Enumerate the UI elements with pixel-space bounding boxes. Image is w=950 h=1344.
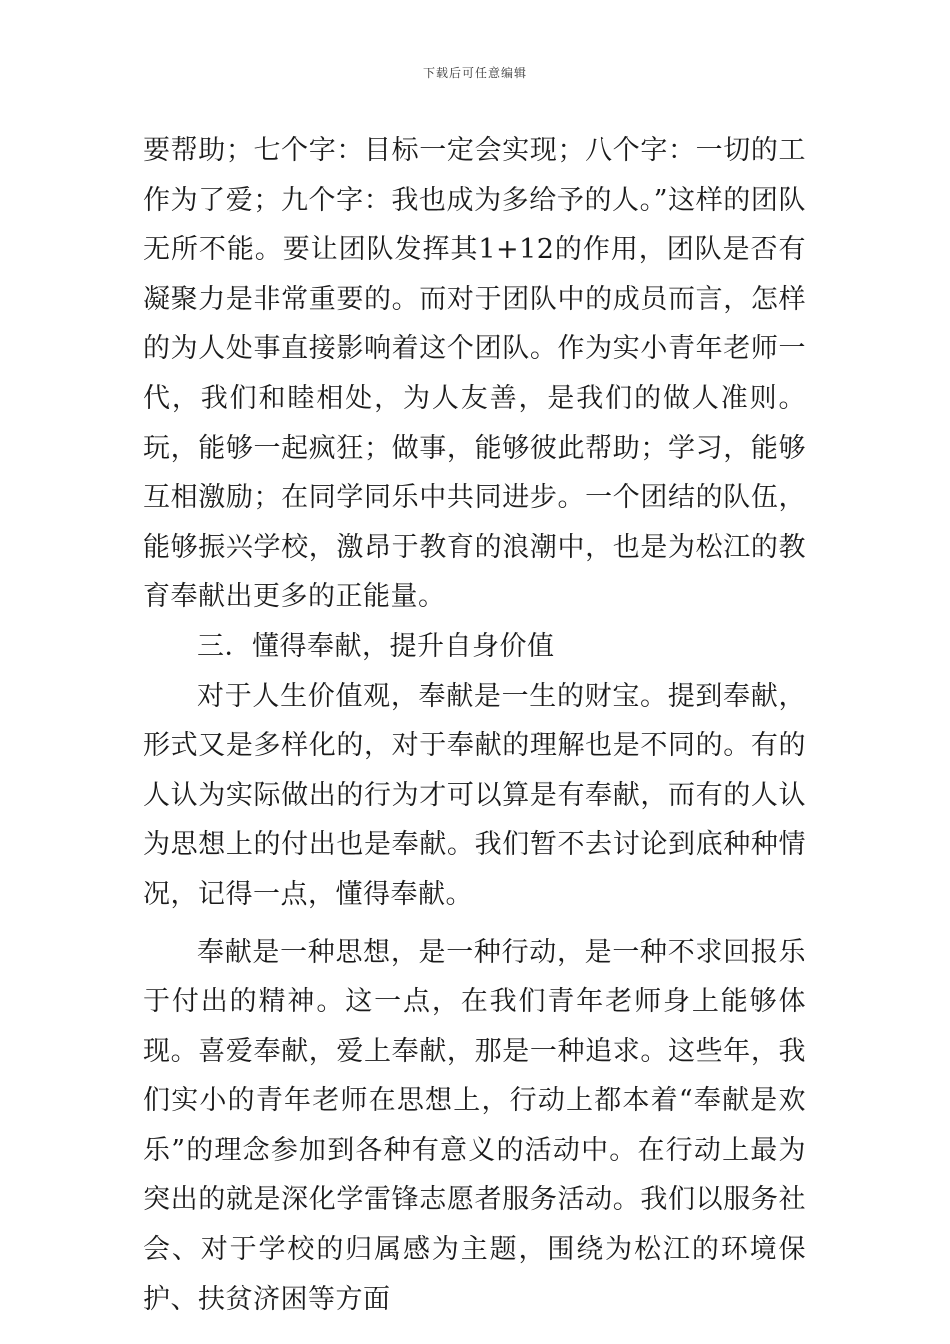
- page-header: 下载后可任意编辑: [422, 66, 527, 80]
- document-body: [143, 126, 806, 1324]
- paragraph-dedication-spirit: 奉献是一种思想，是一种行动，是一种不求回报乐于付出的精神。这一点，在我们青年老师身上能够体现。喜爱奉献，爱上奉献，那是一种追求。这些年，我们实小的青年老师在思想上，行动上都本着“奉献是欢乐”的理念参加到各种有意义的活动中。在行动上最为突出的就是深化学雷锋志愿者服务活动。我们以服务社会、对于学校的归属感为主题，围绕为松江的环境保护、扶贫济困等方面: [143, 936, 806, 1315]
- paragraph-team: 要帮助；七个字：目标一定会实现；八个字：一切的工作为了爱；九个字：我也成为多给予的人。”这样的团队无所不能。要让团队发挥其1+12的作用，团队是否有凝聚力是非常重要的。而对于团队中的成员而言，怎样的为人处事直接影响着这个团队。作为实小青年老师一代，我们和睦相处，为人友善，是我们的做人准则。玩，能够一起疯狂；做事，能够彼此帮助；学习，能够互相激励；在同学同乐中共同进步。一个团结的队伍，能够振兴学校，激昂于教育的浪潮中，也是为松江的教育奉献出更多的正能量。: [143, 135, 806, 613]
- section-heading-dedication: 三．懂得奉献，提升自身价值: [197, 630, 555, 662]
- paragraph-values: 对于人生价值观，奉献是一生的财宝。提到奉献，形式又是多样化的，对于奉献的理解也是不同的。有的人认为实际做出的行为才可以算是有奉献，而有的人认为思想上的付出也是奉献。我们暂不去讨论到底种种情况，记得一点，懂得奉献。: [143, 680, 806, 910]
